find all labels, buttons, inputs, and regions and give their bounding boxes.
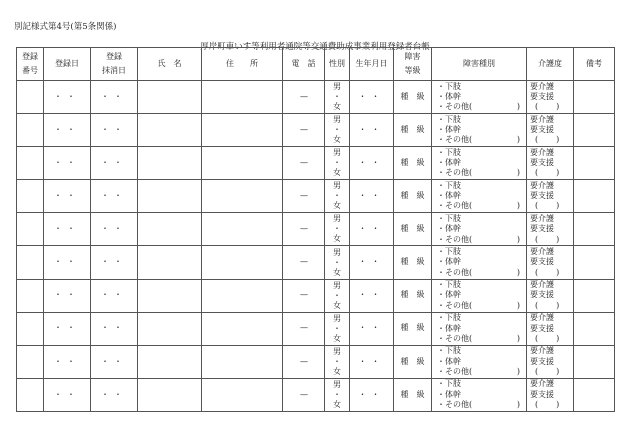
registration-ledger-table (16, 47, 615, 412)
birth-date-cell[interactable]: ・・ (350, 147, 394, 180)
gender-female: 女 (333, 267, 341, 277)
support-needed-option: 要支援 (530, 356, 554, 366)
gender-cell[interactable] (325, 246, 350, 279)
reg-date-cell[interactable]: ・・ (44, 213, 91, 246)
address-cell[interactable] (202, 114, 283, 147)
header-reg-no: 登録 番号 (17, 48, 44, 81)
gender-male: 男 (333, 313, 341, 323)
reg-no-cell[interactable] (17, 246, 44, 279)
address-cell[interactable] (202, 246, 283, 279)
ledger-row (17, 378, 615, 411)
ledger-row (17, 180, 615, 213)
gender-cell[interactable] (325, 213, 350, 246)
support-needed-option: 要支援 (530, 158, 554, 168)
address-cell[interactable] (202, 378, 283, 411)
type-trunk: ・体幹 (437, 257, 461, 267)
remarks-cell[interactable] (574, 345, 615, 378)
gender-male: 男 (333, 379, 341, 389)
deregister-date-cell[interactable]: ・・ (91, 345, 138, 378)
care-level-cell[interactable] (527, 246, 574, 279)
remarks-cell[interactable] (574, 114, 615, 147)
header-remarks: 備考 (574, 48, 615, 81)
birth-date-cell[interactable]: ・・ (350, 378, 394, 411)
phone-cell[interactable]: — (283, 312, 325, 345)
care-level-cell[interactable] (527, 81, 574, 114)
support-needed-option: 要支援 (530, 224, 554, 234)
remarks-cell[interactable] (574, 147, 615, 180)
grade-kind-label: 種 (400, 389, 409, 399)
gender-male: 男 (333, 280, 341, 290)
ledger-row (17, 246, 615, 279)
grade-kind-label: 種 (400, 124, 409, 134)
birth-date-cell[interactable]: ・・ (350, 246, 394, 279)
care-needed-option: 要介護 (530, 114, 554, 124)
header-reg-date: 登録日 (44, 48, 91, 81)
type-trunk: ・体幹 (437, 158, 461, 168)
name-cell[interactable] (138, 246, 202, 279)
gender-female: 女 (333, 399, 341, 409)
disability-grade-cell[interactable] (394, 180, 432, 213)
header-care-level: 介護度 (527, 48, 574, 81)
support-needed-option: 要支援 (530, 290, 554, 300)
disability-type-cell[interactable] (432, 312, 527, 345)
birth-date-cell[interactable]: ・・ (350, 114, 394, 147)
gender-male: 男 (333, 214, 341, 224)
grade-unit-label: 級 (416, 290, 425, 300)
gender-separator: ・ (333, 224, 341, 234)
document-title: 厚岸町車いす等利用者通院等交通費助成事業利用登録者台帳 (200, 42, 430, 52)
type-lower-limb: ・下肢 (437, 280, 461, 290)
deregister-date-cell[interactable]: ・・ (91, 147, 138, 180)
name-cell[interactable] (138, 312, 202, 345)
grade-unit-label: 級 (416, 124, 425, 134)
type-trunk: ・体幹 (437, 191, 461, 201)
type-other: ・その他( ) (437, 267, 520, 277)
reg-no-cell[interactable] (17, 378, 44, 411)
header-deregister-date: 登録 抹消日 (91, 48, 138, 81)
care-level-parenthesis: ( ) (535, 300, 560, 310)
address-cell[interactable] (202, 147, 283, 180)
ledger-row (17, 147, 615, 180)
care-needed-option: 要介護 (530, 213, 554, 223)
type-other: ・その他( ) (437, 135, 520, 145)
type-lower-limb: ・下肢 (437, 313, 461, 323)
gender-male: 男 (333, 247, 341, 257)
phone-cell[interactable]: — (283, 147, 325, 180)
birth-date-cell[interactable]: ・・ (350, 345, 394, 378)
name-cell[interactable] (138, 345, 202, 378)
care-level-parenthesis: ( ) (535, 366, 560, 376)
remarks-cell[interactable] (574, 180, 615, 213)
grade-kind-label: 種 (400, 323, 409, 333)
care-needed-option: 要介護 (530, 147, 554, 157)
type-trunk: ・体幹 (437, 124, 461, 134)
name-cell[interactable] (138, 279, 202, 312)
gender-cell[interactable] (325, 180, 350, 213)
grade-unit-label: 級 (416, 257, 425, 267)
type-trunk: ・体幹 (437, 224, 461, 234)
address-cell[interactable] (202, 279, 283, 312)
gender-separator: ・ (333, 257, 341, 267)
disability-grade-cell[interactable] (394, 279, 432, 312)
reg-date-cell[interactable]: ・・ (44, 312, 91, 345)
ledger-row (17, 114, 615, 147)
name-cell[interactable] (138, 180, 202, 213)
ledger-row (17, 213, 615, 246)
reg-date-cell[interactable]: ・・ (44, 279, 91, 312)
care-level-cell[interactable] (527, 213, 574, 246)
care-needed-option: 要介護 (530, 280, 554, 290)
deregister-date-cell[interactable]: ・・ (91, 114, 138, 147)
care-level-parenthesis: ( ) (535, 201, 560, 211)
form-number-label: 別記様式第4号(第5条関係) (14, 22, 117, 32)
reg-date-cell[interactable]: ・・ (44, 345, 91, 378)
remarks-cell[interactable] (574, 246, 615, 279)
name-cell[interactable] (138, 147, 202, 180)
birth-date-cell[interactable]: ・・ (350, 81, 394, 114)
type-lower-limb: ・下肢 (437, 346, 461, 356)
gender-separator: ・ (333, 158, 341, 168)
reg-no-cell[interactable] (17, 213, 44, 246)
ledger-row (17, 279, 615, 312)
header-disability-type: 障害種別 (432, 48, 527, 81)
care-level-cell[interactable] (527, 147, 574, 180)
type-lower-limb: ・下肢 (437, 81, 461, 91)
type-lower-limb: ・下肢 (437, 180, 461, 190)
disability-grade-cell[interactable] (394, 246, 432, 279)
ledger-row (17, 312, 615, 345)
care-level-parenthesis: ( ) (535, 234, 560, 244)
reg-no-cell[interactable] (17, 147, 44, 180)
type-other: ・その他( ) (437, 300, 520, 310)
type-trunk: ・体幹 (437, 91, 461, 101)
support-needed-option: 要支援 (530, 191, 554, 201)
type-other: ・その他( ) (437, 366, 520, 376)
gender-female: 女 (333, 366, 341, 376)
deregister-date-cell[interactable]: ・・ (91, 378, 138, 411)
name-cell[interactable] (138, 378, 202, 411)
gender-separator: ・ (333, 356, 341, 366)
birth-date-cell[interactable]: ・・ (350, 279, 394, 312)
disability-type-cell[interactable] (432, 213, 527, 246)
grade-kind-label: 種 (400, 191, 409, 201)
support-needed-option: 要支援 (530, 323, 554, 333)
care-level-parenthesis: ( ) (535, 333, 560, 343)
care-needed-option: 要介護 (530, 247, 554, 257)
reg-date-cell[interactable]: ・・ (44, 114, 91, 147)
care-level-cell[interactable] (527, 312, 574, 345)
address-cell[interactable] (202, 180, 283, 213)
deregister-date-cell[interactable]: ・・ (91, 279, 138, 312)
type-lower-limb: ・下肢 (437, 147, 461, 157)
gender-cell[interactable] (325, 114, 350, 147)
remarks-cell[interactable] (574, 279, 615, 312)
disability-grade-cell[interactable] (394, 378, 432, 411)
disability-type-cell[interactable] (432, 81, 527, 114)
reg-no-cell[interactable] (17, 114, 44, 147)
type-trunk: ・体幹 (437, 323, 461, 333)
reg-no-cell[interactable] (17, 312, 44, 345)
care-needed-option: 要介護 (530, 81, 554, 91)
gender-male: 男 (333, 82, 341, 92)
deregister-date-cell[interactable]: ・・ (91, 81, 138, 114)
disability-grade-cell[interactable] (394, 213, 432, 246)
header-name: 氏 名 (138, 48, 202, 81)
header-phone: 電 話 (283, 48, 325, 81)
name-cell[interactable] (138, 213, 202, 246)
phone-cell[interactable]: — (283, 114, 325, 147)
disability-type-cell[interactable] (432, 345, 527, 378)
support-needed-option: 要支援 (530, 389, 554, 399)
header-disability-grade: 障害 等級 (394, 48, 432, 81)
disability-grade-cell[interactable] (394, 114, 432, 147)
birth-date-cell[interactable]: ・・ (350, 180, 394, 213)
gender-cell[interactable] (325, 378, 350, 411)
disability-grade-cell[interactable] (394, 312, 432, 345)
gender-female: 女 (333, 234, 341, 244)
disability-type-cell[interactable] (432, 180, 527, 213)
gender-separator: ・ (333, 323, 341, 333)
type-lower-limb: ・下肢 (437, 114, 461, 124)
gender-female: 女 (333, 135, 341, 145)
care-needed-option: 要介護 (530, 346, 554, 356)
disability-type-cell[interactable] (432, 147, 527, 180)
care-level-parenthesis: ( ) (535, 168, 560, 178)
support-needed-option: 要支援 (530, 257, 554, 267)
reg-date-cell[interactable]: ・・ (44, 147, 91, 180)
reg-date-cell[interactable]: ・・ (44, 378, 91, 411)
gender-separator: ・ (333, 92, 341, 102)
care-level-cell[interactable] (527, 279, 574, 312)
address-cell[interactable] (202, 213, 283, 246)
disability-type-cell[interactable] (432, 378, 527, 411)
type-trunk: ・体幹 (437, 356, 461, 366)
header-row (17, 48, 615, 81)
phone-cell[interactable]: — (283, 213, 325, 246)
header-address: 住 所 (202, 48, 283, 81)
care-level-cell[interactable] (527, 180, 574, 213)
phone-cell[interactable]: — (283, 378, 325, 411)
care-level-parenthesis: ( ) (535, 135, 560, 145)
reg-date-cell[interactable]: ・・ (44, 246, 91, 279)
reg-date-cell[interactable]: ・・ (44, 81, 91, 114)
name-cell[interactable] (138, 114, 202, 147)
phone-cell[interactable]: — (283, 180, 325, 213)
deregister-date-cell[interactable]: ・・ (91, 180, 138, 213)
grade-kind-label: 種 (400, 356, 409, 366)
support-needed-option: 要支援 (530, 91, 554, 101)
type-lower-limb: ・下肢 (437, 247, 461, 257)
grade-kind-label: 種 (400, 157, 409, 167)
grade-kind-label: 種 (400, 257, 409, 267)
gender-female: 女 (333, 168, 341, 178)
care-level-cell[interactable] (527, 345, 574, 378)
reg-no-cell[interactable] (17, 81, 44, 114)
care-level-parenthesis: ( ) (535, 400, 560, 410)
reg-no-cell[interactable] (17, 279, 44, 312)
gender-male: 男 (333, 115, 341, 125)
header-gender: 性別 (325, 48, 350, 81)
disability-grade-cell[interactable] (394, 345, 432, 378)
grade-kind-label: 種 (400, 224, 409, 234)
type-other: ・その他( ) (437, 102, 520, 112)
gender-cell[interactable] (325, 81, 350, 114)
birth-date-cell[interactable]: ・・ (350, 213, 394, 246)
support-needed-option: 要支援 (530, 124, 554, 134)
type-other: ・その他( ) (437, 333, 520, 343)
remarks-cell[interactable] (574, 312, 615, 345)
deregister-date-cell[interactable]: ・・ (91, 246, 138, 279)
disability-type-cell[interactable] (432, 279, 527, 312)
grade-unit-label: 級 (416, 356, 425, 366)
phone-cell[interactable]: — (283, 279, 325, 312)
reg-date-cell[interactable]: ・・ (44, 180, 91, 213)
birth-date-cell[interactable]: ・・ (350, 312, 394, 345)
disability-grade-cell[interactable] (394, 81, 432, 114)
phone-cell[interactable]: — (283, 81, 325, 114)
remarks-cell[interactable] (574, 81, 615, 114)
disability-type-cell[interactable] (432, 246, 527, 279)
grade-unit-label: 級 (416, 91, 425, 101)
grade-unit-label: 級 (416, 389, 425, 399)
gender-cell[interactable] (325, 279, 350, 312)
gender-male: 男 (333, 346, 341, 356)
gender-cell[interactable] (325, 147, 350, 180)
phone-cell[interactable]: — (283, 345, 325, 378)
disability-type-cell[interactable] (432, 114, 527, 147)
care-needed-option: 要介護 (530, 313, 554, 323)
gender-separator: ・ (333, 290, 341, 300)
name-cell[interactable] (138, 81, 202, 114)
phone-cell[interactable]: — (283, 246, 325, 279)
gender-separator: ・ (333, 389, 341, 399)
type-other: ・その他( ) (437, 201, 520, 211)
type-trunk: ・体幹 (437, 389, 461, 399)
grade-kind-label: 種 (400, 290, 409, 300)
grade-unit-label: 級 (416, 191, 425, 201)
ledger-row (17, 81, 615, 114)
grade-unit-label: 級 (416, 224, 425, 234)
gender-female: 女 (333, 102, 341, 112)
care-level-cell[interactable] (527, 378, 574, 411)
care-level-parenthesis: ( ) (535, 102, 560, 112)
address-cell[interactable] (202, 345, 283, 378)
care-level-parenthesis: ( ) (535, 267, 560, 277)
grade-kind-label: 種 (400, 91, 409, 101)
reg-no-cell[interactable] (17, 180, 44, 213)
gender-male: 男 (333, 181, 341, 191)
ledger-row (17, 345, 615, 378)
type-other: ・その他( ) (437, 234, 520, 244)
type-trunk: ・体幹 (437, 290, 461, 300)
grade-unit-label: 級 (416, 323, 425, 333)
remarks-cell[interactable] (574, 213, 615, 246)
ledger-body (17, 81, 615, 412)
header-birth-date: 生年月日 (350, 48, 394, 81)
gender-male: 男 (333, 148, 341, 158)
gender-separator: ・ (333, 191, 341, 201)
care-needed-option: 要介護 (530, 379, 554, 389)
grade-unit-label: 級 (416, 157, 425, 167)
gender-female: 女 (333, 201, 341, 211)
type-lower-limb: ・下肢 (437, 213, 461, 223)
deregister-date-cell[interactable]: ・・ (91, 312, 138, 345)
gender-female: 女 (333, 300, 341, 310)
care-level-cell[interactable] (527, 114, 574, 147)
care-needed-option: 要介護 (530, 180, 554, 190)
gender-cell[interactable] (325, 345, 350, 378)
type-other: ・その他( ) (437, 400, 520, 410)
deregister-date-cell[interactable]: ・・ (91, 213, 138, 246)
disability-grade-cell[interactable] (394, 147, 432, 180)
address-cell[interactable] (202, 81, 283, 114)
type-other: ・その他( ) (437, 168, 520, 178)
remarks-cell[interactable] (574, 378, 615, 411)
gender-female: 女 (333, 333, 341, 343)
address-cell[interactable] (202, 312, 283, 345)
type-lower-limb: ・下肢 (437, 379, 461, 389)
reg-no-cell[interactable] (17, 345, 44, 378)
gender-cell[interactable] (325, 312, 350, 345)
gender-separator: ・ (333, 125, 341, 135)
